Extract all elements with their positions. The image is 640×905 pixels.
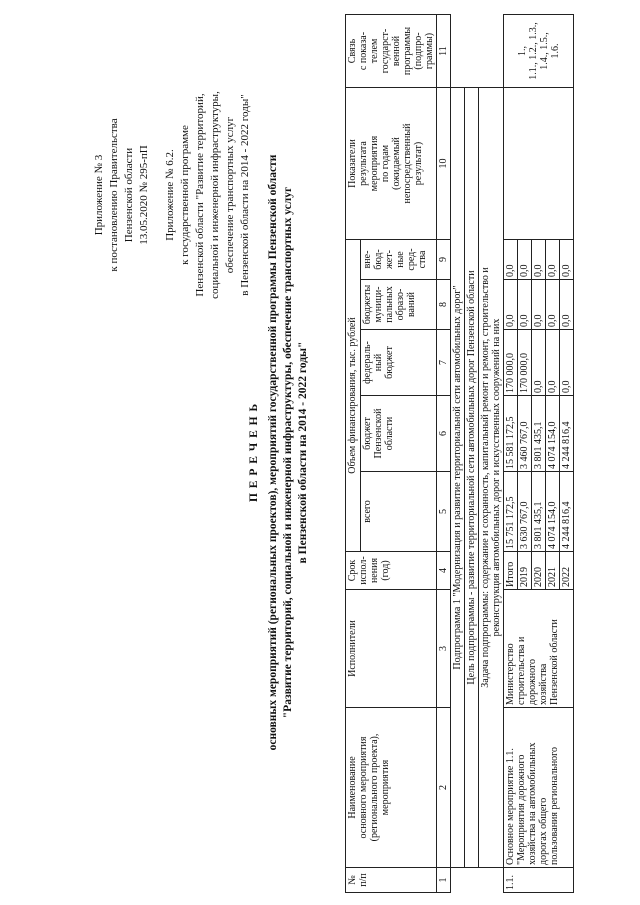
header-indicators-line-2: результата [358, 141, 369, 186]
header-extrabudget-line-4: ные [395, 251, 407, 268]
title-line-3: в Пензенской области на 2014 - 2022 годы" [297, 341, 309, 564]
header-link-line-3: телем [369, 38, 380, 64]
header-link-line-4: государст- [380, 28, 391, 74]
column-numbers-row [437, 15, 451, 893]
header-extrabudget [361, 240, 437, 280]
header-federal-line-1: федераль- [362, 341, 374, 384]
header-total-text: всего [362, 500, 374, 523]
header-financing [346, 240, 361, 552]
goal-cell [465, 88, 479, 868]
item-name-line-3: хозяйства на автомобильных [527, 742, 538, 865]
task-text-line-2: реконструкция автомобильных дорог и искусственных сооружений на них [491, 318, 502, 637]
subprogram-gap-right [451, 15, 465, 88]
header-extrabudget-line-6: ства [417, 250, 429, 269]
header-municipal-line-2: муници- [373, 286, 385, 323]
column-number-cell: 10 [437, 88, 451, 240]
row-federal: 170 000,0 [504, 330, 518, 396]
item-number: 1.1. [504, 868, 574, 893]
column-number-cell: 3 [437, 590, 451, 708]
header-term-line-2: испол- [358, 556, 369, 585]
goal-row [465, 15, 479, 893]
title-heading: П Е Р Е Ч Е Н Ь [248, 402, 260, 503]
row-year: 2019 [518, 552, 532, 590]
item-link-line-2: 1.1., 1.2., 1.3., [527, 22, 539, 80]
header-name [346, 708, 437, 868]
row-federal: 0,0 [532, 330, 546, 396]
header-executors-text: Исполнители [347, 620, 358, 677]
item-executor-line-3: дорожного [527, 659, 538, 705]
header-extrabudget-line-3: жет- [384, 250, 396, 269]
header-term-line-1: Срок [347, 559, 358, 582]
item-link-line-1: 1., [516, 46, 528, 56]
item-name-line-4: дорогах общего [538, 797, 549, 865]
item-name-line-5: пользования регионального [549, 746, 560, 865]
header-municipal-line-3: пальных [384, 286, 396, 323]
column-number-cell: 11 [437, 15, 451, 88]
column-number-cell: 2 [437, 708, 451, 868]
row-year: 2022 [560, 552, 574, 590]
table-header-row-1 [346, 15, 361, 893]
row-municipal: 0,0 [560, 280, 574, 330]
header-number [346, 868, 437, 893]
column-number-cell: 4 [437, 552, 451, 590]
header-municipal-line-5: ваний [406, 291, 418, 318]
row-extra: 0,0 [560, 240, 574, 280]
program-ref-line-3: Пензенской области "Развитие территорий, [194, 93, 206, 297]
header-name-line-4: мероприятия [380, 759, 391, 816]
item-executor-line-4: хозяйства [538, 663, 549, 705]
item-link-line-3: 1.4., 1.5., [538, 32, 550, 70]
row-indicators [504, 88, 574, 240]
row-extra: 0,0 [532, 240, 546, 280]
row-regional: 4 074 154,0 [546, 396, 560, 472]
header-executors [346, 590, 437, 708]
row-regional: 4 244 816,4 [560, 396, 574, 472]
task-gap-right [479, 15, 504, 88]
row-municipal: 0,0 [532, 280, 546, 330]
row-total: 15 751 172,5 [504, 472, 518, 552]
header-name-line-2: основного мероприятия [358, 736, 369, 839]
row-total: 3 801 435,1 [532, 472, 546, 552]
row-year: 2021 [546, 552, 560, 590]
header-municipal-line-1: бюджеты [362, 284, 374, 325]
header-link-line-5: венной [391, 35, 402, 67]
subprogram-row [451, 15, 465, 893]
subprogram-cell [451, 88, 465, 868]
item-name-line-2: "Мероприятия дорожного [516, 754, 527, 865]
row-municipal: 0,0 [518, 280, 532, 330]
header-total [361, 472, 437, 552]
header-extrabudget-line-5: сред- [406, 248, 418, 271]
subprogram-text: Подпрограмма 1 "Модернизация и развитие территориальной сети автомобильных дорог" [452, 285, 463, 670]
header-link-line-6: программы [402, 26, 413, 76]
column-number-cell: 9 [437, 240, 451, 280]
row-federal: 0,0 [560, 330, 574, 396]
goal-gap-right [465, 15, 479, 88]
header-financing-text: Объем финансирования, тыс. рублей [347, 317, 358, 474]
header-indicators-line-5: (ожидаемый [391, 137, 402, 190]
header-federal [361, 330, 437, 396]
header-indicators-line-7: результат) [413, 141, 424, 186]
row-regional: 3 460 767,0 [518, 396, 532, 472]
item-executor-line-5: Пензенской области [549, 619, 560, 705]
column-number-cell: 7 [437, 330, 451, 396]
header-link-line-7: (подпро- [413, 32, 424, 70]
table-row [504, 15, 518, 893]
row-municipal: 0,0 [546, 280, 560, 330]
appendix-line-4: 13.05.2020 № 295-пП [138, 145, 150, 245]
header-indicators-line-6: непосредственный [402, 123, 413, 204]
header-municipal [361, 280, 437, 330]
row-municipal: 0,0 [504, 280, 518, 330]
row-regional: 15 581 172,5 [504, 396, 518, 472]
header-extrabudget-line-2: бюд- [373, 249, 385, 270]
goal-text: Цель подпрограммы - развитие территориальной сети автомобильных дорог Пензенской области [466, 270, 477, 685]
header-extrabudget-line-1: вне- [362, 250, 374, 269]
header-regional-line-3: области [384, 416, 396, 451]
item-executor-line-2: строительства и [516, 636, 527, 705]
header-regional-line-2: Пензенской [373, 408, 385, 459]
header-regional [361, 396, 437, 472]
item-executor [504, 590, 574, 708]
appendix-line-3: Пензенской области [123, 147, 135, 243]
program-ref-line-4: социальной и инженерной инфраструктуры, [209, 91, 221, 299]
row-extra: 0,0 [504, 240, 518, 280]
column-number-cell: 6 [437, 396, 451, 472]
item-link [504, 15, 574, 88]
row-federal: 0,0 [546, 330, 560, 396]
header-link-line-2: с показа- [358, 31, 369, 71]
header-name-line-3: (регионального проекта), [369, 733, 380, 842]
item-name [504, 708, 574, 868]
title-line-1: основных мероприятий (региональных проектов), мероприятий государственной программы Пензенской области [267, 154, 279, 751]
row-extra: 0,0 [518, 240, 532, 280]
header-indicators-line-3: мероприятия [369, 135, 380, 192]
row-total: 4 244 816,4 [560, 472, 574, 552]
header-regional-line-1: бюджет [362, 417, 374, 450]
header-federal-line-3: бюджет [384, 346, 396, 379]
activities-table [345, 14, 574, 893]
row-year: 2020 [532, 552, 546, 590]
item-executor-line-1: Министерство [505, 643, 516, 705]
document-title [247, 0, 311, 905]
program-ref-line-1: Приложение № 6.2. [164, 149, 176, 241]
header-federal-line-2: ный [373, 353, 385, 372]
header-link-line-8: граммы) [424, 32, 435, 70]
task-gap-left [479, 868, 504, 893]
goal-gap-left [465, 868, 479, 893]
task-row [479, 15, 504, 893]
header-indicators [346, 88, 437, 240]
appendix-line-2: к постановлению Правительства [108, 118, 120, 272]
column-number-cell: 8 [437, 280, 451, 330]
task-cell [479, 88, 504, 868]
row-extra: 0,0 [546, 240, 560, 280]
column-number-cell: 5 [437, 472, 451, 552]
row-year: Итого [504, 552, 518, 590]
item-name-line-1: Основное мероприятие 1.1. [505, 748, 516, 865]
header-indicators-line-1: Показатели [347, 139, 358, 188]
header-number-line-2: п/п [358, 873, 369, 887]
column-number-cell: 1 [437, 868, 451, 893]
header-indicators-line-4: по годам [380, 144, 391, 183]
program-ref-line-5: обеспечение транспортных услуг [224, 116, 236, 274]
row-regional: 3 801 435,1 [532, 396, 546, 472]
header-name-line-1: Наименование [347, 756, 358, 819]
row-total: 4 074 154,0 [546, 472, 560, 552]
header-term-line-3: нения [369, 557, 380, 584]
row-federal: 170 000,0 [518, 330, 532, 396]
header-term-line-4: (год) [380, 560, 391, 581]
program-ref-line-6: в Пензенской области на 2014 - 2022 годы" [239, 94, 251, 296]
title-line-2: "Развитие территорий, социальной и инженерной инфраструктуры, обеспечение транспортных услуг [282, 186, 294, 719]
subprogram-gap-left [451, 868, 465, 893]
header-link [346, 15, 437, 88]
item-link-line-4: 1.6. [549, 43, 561, 59]
program-ref-line-2: к государственной программе [179, 125, 191, 265]
header-municipal-line-4: образо- [395, 288, 407, 321]
header-number-line-1: № [347, 875, 358, 885]
appendix-line-1: Приложение № 3 [93, 154, 105, 236]
header-term [346, 552, 437, 590]
header-link-line-1: Связь [347, 38, 358, 64]
task-text-line-1: Задача подпрограммы: содержание и сохранность, капитальный ремонт и ремонт, строительство и [480, 267, 491, 688]
row-total: 3 630 767,0 [518, 472, 532, 552]
